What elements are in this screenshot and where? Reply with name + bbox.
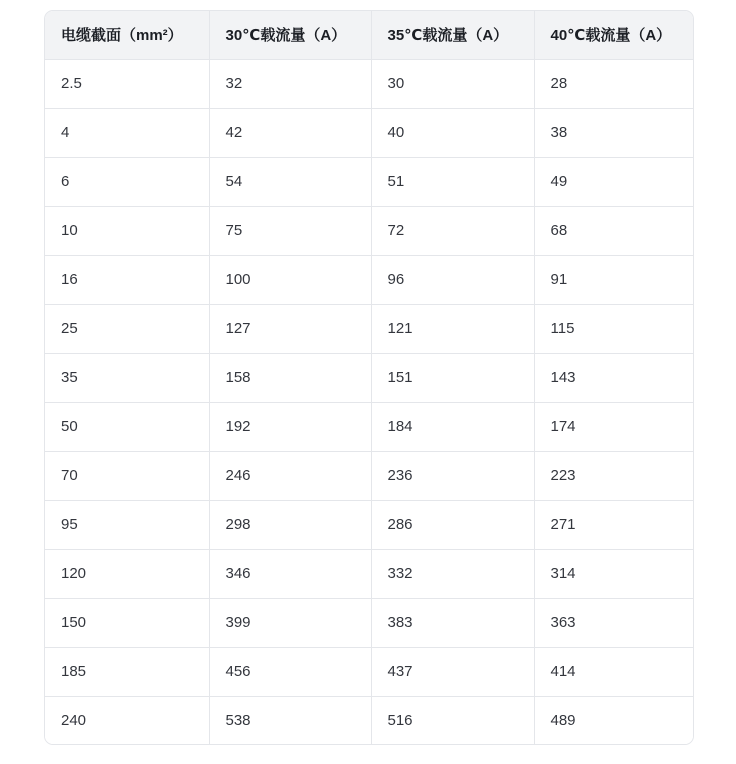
table-row — [45, 353, 694, 402]
cell-ampacity-35c: 332 — [371, 549, 534, 598]
cell-ampacity-30c: 158 — [209, 353, 371, 402]
cell-cable-section: 2.5 — [45, 59, 209, 108]
cell-ampacity-30c: 32 — [209, 59, 371, 108]
cell-cable-section: 95 — [45, 500, 209, 549]
cell-ampacity-35c: 383 — [371, 598, 534, 647]
table-row — [45, 549, 694, 598]
header-row — [45, 11, 694, 59]
table-row — [45, 402, 694, 451]
cell-ampacity-40c: 271 — [534, 500, 694, 549]
cell-ampacity-40c: 28 — [534, 59, 694, 108]
cell-ampacity-30c: 538 — [209, 696, 371, 744]
header-ampacity-30c: 30℃载流量（A） — [209, 11, 371, 59]
cell-ampacity-35c: 72 — [371, 206, 534, 255]
data-table — [45, 11, 694, 744]
cell-cable-section: 70 — [45, 451, 209, 500]
cell-ampacity-40c: 115 — [534, 304, 694, 353]
table-row — [45, 647, 694, 696]
cell-ampacity-40c: 414 — [534, 647, 694, 696]
header-cable-section: 电缆截面（mm²） — [45, 11, 209, 59]
header-ampacity-40c: 40℃载流量（A） — [534, 11, 694, 59]
cell-ampacity-35c: 121 — [371, 304, 534, 353]
cell-ampacity-40c: 68 — [534, 206, 694, 255]
cell-cable-section: 150 — [45, 598, 209, 647]
cell-ampacity-40c: 49 — [534, 157, 694, 206]
cell-cable-section: 50 — [45, 402, 209, 451]
cell-ampacity-30c: 54 — [209, 157, 371, 206]
cell-cable-section: 10 — [45, 206, 209, 255]
cell-cable-section: 25 — [45, 304, 209, 353]
cell-ampacity-40c: 91 — [534, 255, 694, 304]
cell-ampacity-40c: 38 — [534, 108, 694, 157]
cell-cable-section: 16 — [45, 255, 209, 304]
cell-ampacity-30c: 75 — [209, 206, 371, 255]
table-row — [45, 696, 694, 744]
table-row — [45, 108, 694, 157]
cell-ampacity-30c: 399 — [209, 598, 371, 647]
header-ampacity-35c: 35℃载流量（A） — [371, 11, 534, 59]
table-row — [45, 255, 694, 304]
cell-ampacity-35c: 30 — [371, 59, 534, 108]
cell-cable-section: 185 — [45, 647, 209, 696]
cell-cable-section: 35 — [45, 353, 209, 402]
cell-ampacity-30c: 100 — [209, 255, 371, 304]
cell-ampacity-35c: 286 — [371, 500, 534, 549]
cell-ampacity-40c: 489 — [534, 696, 694, 744]
cell-cable-section: 4 — [45, 108, 209, 157]
cell-ampacity-30c: 346 — [209, 549, 371, 598]
cell-ampacity-35c: 516 — [371, 696, 534, 744]
cell-ampacity-30c: 298 — [209, 500, 371, 549]
cable-ampacity-table — [44, 10, 694, 745]
cell-ampacity-35c: 437 — [371, 647, 534, 696]
cell-ampacity-40c: 314 — [534, 549, 694, 598]
cell-ampacity-30c: 246 — [209, 451, 371, 500]
table-row — [45, 451, 694, 500]
cell-ampacity-35c: 51 — [371, 157, 534, 206]
cell-ampacity-40c: 174 — [534, 402, 694, 451]
table-row — [45, 598, 694, 647]
cell-cable-section: 240 — [45, 696, 209, 744]
table-row — [45, 206, 694, 255]
cell-ampacity-35c: 184 — [371, 402, 534, 451]
cell-ampacity-30c: 456 — [209, 647, 371, 696]
cell-cable-section: 120 — [45, 549, 209, 598]
cell-ampacity-35c: 96 — [371, 255, 534, 304]
cell-ampacity-40c: 363 — [534, 598, 694, 647]
cell-ampacity-40c: 143 — [534, 353, 694, 402]
cell-ampacity-30c: 192 — [209, 402, 371, 451]
cell-ampacity-30c: 127 — [209, 304, 371, 353]
cell-cable-section: 6 — [45, 157, 209, 206]
table-row — [45, 500, 694, 549]
table-body — [45, 59, 694, 744]
cell-ampacity-30c: 42 — [209, 108, 371, 157]
cell-ampacity-40c: 223 — [534, 451, 694, 500]
table-row — [45, 59, 694, 108]
table-row — [45, 157, 694, 206]
cell-ampacity-35c: 40 — [371, 108, 534, 157]
cell-ampacity-35c: 151 — [371, 353, 534, 402]
table-row — [45, 304, 694, 353]
cell-ampacity-35c: 236 — [371, 451, 534, 500]
